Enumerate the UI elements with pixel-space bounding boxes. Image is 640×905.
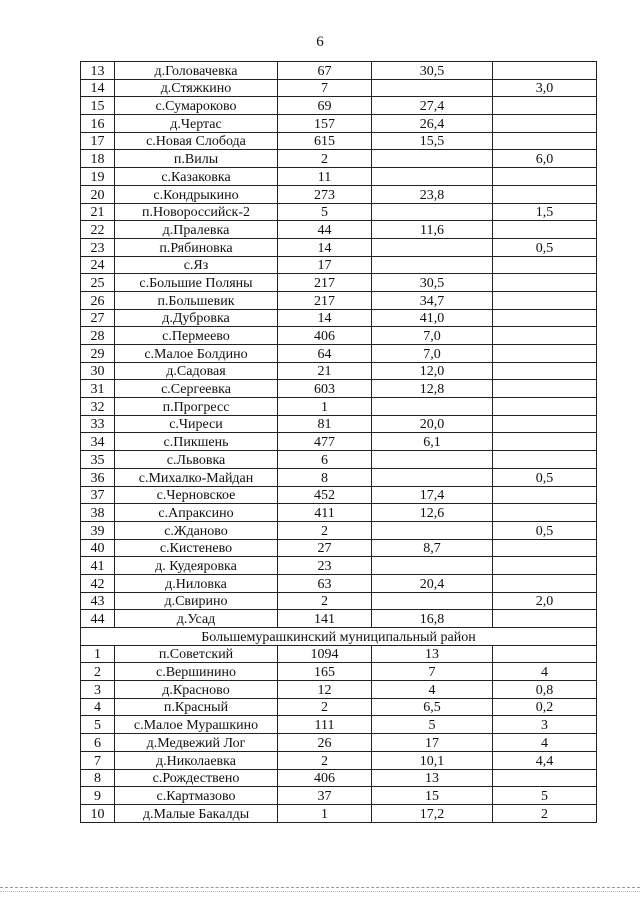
settlement-name-cell: д.Медвежий Лог [115, 734, 278, 752]
value-cell-1: 23,8 [372, 185, 493, 203]
table-row [81, 663, 597, 681]
settlement-name-cell: с.Картмазово [115, 787, 278, 805]
population-cell: 27 [278, 539, 372, 557]
population-cell: 23 [278, 557, 372, 575]
value-cell-1: 6,5 [372, 698, 493, 716]
settlement-name-cell: с.Яз [115, 256, 278, 274]
population-cell: 6 [278, 451, 372, 469]
table-row [81, 362, 597, 380]
settlement-name-cell: с.Львовка [115, 451, 278, 469]
value-cell-2 [493, 221, 597, 239]
value-cell-2: 4 [493, 663, 597, 681]
value-cell-2: 0,2 [493, 698, 597, 716]
row-number-cell: 4 [81, 698, 115, 716]
value-cell-1 [372, 398, 493, 416]
value-cell-1 [372, 168, 493, 186]
value-cell-1: 30,5 [372, 62, 493, 80]
row-number-cell: 18 [81, 150, 115, 168]
value-cell-2 [493, 415, 597, 433]
population-cell: 21 [278, 362, 372, 380]
value-cell-1 [372, 521, 493, 539]
population-cell: 14 [278, 309, 372, 327]
table-row [81, 557, 597, 575]
value-cell-1: 4 [372, 681, 493, 699]
table-row [81, 380, 597, 398]
row-number-cell: 43 [81, 592, 115, 610]
page-number: 6 [316, 34, 324, 50]
value-cell-2 [493, 504, 597, 522]
settlement-name-cell: п.Рябиновка [115, 238, 278, 256]
value-cell-2 [493, 256, 597, 274]
row-number-cell: 26 [81, 291, 115, 309]
value-cell-1: 17,2 [372, 804, 493, 822]
table-row [81, 539, 597, 557]
value-cell-2 [493, 62, 597, 80]
settlement-name-cell: п.Красный [115, 698, 278, 716]
settlement-name-cell: д.Стяжкино [115, 79, 278, 97]
row-number-cell: 8 [81, 769, 115, 787]
row-number-cell: 28 [81, 327, 115, 345]
value-cell-2 [493, 380, 597, 398]
population-cell: 81 [278, 415, 372, 433]
settlement-name-cell: с.Пикшень [115, 433, 278, 451]
value-cell-1: 13 [372, 645, 493, 663]
table-row [81, 79, 597, 97]
value-cell-2 [493, 645, 597, 663]
population-cell: 2 [278, 698, 372, 716]
value-cell-2 [493, 451, 597, 469]
table-row [81, 451, 597, 469]
population-cell: 2 [278, 592, 372, 610]
settlement-name-cell: с.Кистенево [115, 539, 278, 557]
value-cell-2 [493, 309, 597, 327]
table-row [81, 804, 597, 822]
population-cell: 63 [278, 574, 372, 592]
settlements-table-body [81, 62, 597, 823]
row-number-cell: 44 [81, 610, 115, 628]
settlement-name-cell: с.Рождествено [115, 769, 278, 787]
row-number-cell: 29 [81, 345, 115, 363]
table-row [81, 769, 597, 787]
value-cell-1 [372, 256, 493, 274]
population-cell: 477 [278, 433, 372, 451]
table-row [81, 698, 597, 716]
population-cell: 406 [278, 327, 372, 345]
row-number-cell: 3 [81, 681, 115, 699]
population-cell: 141 [278, 610, 372, 628]
population-cell: 406 [278, 769, 372, 787]
value-cell-1: 6,1 [372, 433, 493, 451]
settlement-name-cell: д.Малые Бакалды [115, 804, 278, 822]
row-number-cell: 10 [81, 804, 115, 822]
settlement-name-cell: с.Чиреси [115, 415, 278, 433]
population-cell: 7 [278, 79, 372, 97]
population-cell: 44 [278, 221, 372, 239]
row-number-cell: 19 [81, 168, 115, 186]
settlement-name-cell: с.Казаковка [115, 168, 278, 186]
value-cell-1 [372, 150, 493, 168]
table-row [81, 574, 597, 592]
settlement-name-cell: с.Михалко-Майдан [115, 468, 278, 486]
value-cell-1: 10,1 [372, 751, 493, 769]
settlement-name-cell: д.Ниловка [115, 574, 278, 592]
value-cell-1: 17 [372, 734, 493, 752]
table-row [81, 592, 597, 610]
row-number-cell: 40 [81, 539, 115, 557]
table-row [81, 150, 597, 168]
population-cell: 452 [278, 486, 372, 504]
row-number-cell: 6 [81, 734, 115, 752]
row-number-cell: 27 [81, 309, 115, 327]
value-cell-1: 12,0 [372, 362, 493, 380]
settlement-name-cell: с.Жданово [115, 521, 278, 539]
table-row [81, 681, 597, 699]
row-number-cell: 38 [81, 504, 115, 522]
row-number-cell: 22 [81, 221, 115, 239]
table-row [81, 751, 597, 769]
value-cell-1: 8,7 [372, 539, 493, 557]
value-cell-2: 4 [493, 734, 597, 752]
table-row [81, 345, 597, 363]
value-cell-1: 7,0 [372, 327, 493, 345]
value-cell-1: 15 [372, 787, 493, 805]
row-number-cell: 7 [81, 751, 115, 769]
population-cell: 69 [278, 97, 372, 115]
row-number-cell: 21 [81, 203, 115, 221]
value-cell-1: 20,0 [372, 415, 493, 433]
section-header-row [81, 628, 597, 646]
value-cell-1: 7 [372, 663, 493, 681]
population-cell: 1094 [278, 645, 372, 663]
population-cell: 17 [278, 256, 372, 274]
settlement-name-cell: д.Дубровка [115, 309, 278, 327]
population-cell: 157 [278, 115, 372, 133]
value-cell-2 [493, 97, 597, 115]
settlement-name-cell: п.Вилы [115, 150, 278, 168]
value-cell-1 [372, 203, 493, 221]
row-number-cell: 41 [81, 557, 115, 575]
table-row [81, 504, 597, 522]
value-cell-1: 12,8 [372, 380, 493, 398]
value-cell-2: 1,5 [493, 203, 597, 221]
settlement-name-cell: д.Пралевка [115, 221, 278, 239]
settlement-name-cell: с.Вершинино [115, 663, 278, 681]
value-cell-2 [493, 433, 597, 451]
table-row [81, 291, 597, 309]
value-cell-2: 0,5 [493, 521, 597, 539]
row-number-cell: 31 [81, 380, 115, 398]
settlement-name-cell: с.Сергеевка [115, 380, 278, 398]
table-row [81, 734, 597, 752]
row-number-cell: 20 [81, 185, 115, 203]
value-cell-1 [372, 557, 493, 575]
value-cell-2 [493, 362, 597, 380]
row-number-cell: 24 [81, 256, 115, 274]
value-cell-1: 27,4 [372, 97, 493, 115]
row-number-cell: 25 [81, 274, 115, 292]
row-number-cell: 34 [81, 433, 115, 451]
population-cell: 8 [278, 468, 372, 486]
row-number-cell: 17 [81, 132, 115, 150]
value-cell-2 [493, 769, 597, 787]
table-row [81, 309, 597, 327]
settlement-name-cell: д.Садовая [115, 362, 278, 380]
table-row [81, 62, 597, 80]
value-cell-2: 2,0 [493, 592, 597, 610]
table-row [81, 645, 597, 663]
settlement-name-cell: с.Малое Болдино [115, 345, 278, 363]
row-number-cell: 16 [81, 115, 115, 133]
value-cell-2 [493, 115, 597, 133]
value-cell-2: 4,4 [493, 751, 597, 769]
value-cell-2 [493, 185, 597, 203]
population-cell: 111 [278, 716, 372, 734]
row-number-cell: 39 [81, 521, 115, 539]
value-cell-1: 13 [372, 769, 493, 787]
table-row [81, 610, 597, 628]
settlement-name-cell: д.Головачевка [115, 62, 278, 80]
settlement-name-cell: д.Николаевка [115, 751, 278, 769]
value-cell-2 [493, 327, 597, 345]
population-cell: 14 [278, 238, 372, 256]
settlement-name-cell: с.Новая Слобода [115, 132, 278, 150]
value-cell-1: 17,4 [372, 486, 493, 504]
population-cell: 64 [278, 345, 372, 363]
value-cell-1: 41,0 [372, 309, 493, 327]
value-cell-2: 2 [493, 804, 597, 822]
population-cell: 37 [278, 787, 372, 805]
population-cell: 26 [278, 734, 372, 752]
row-number-cell: 15 [81, 97, 115, 115]
value-cell-1: 11,6 [372, 221, 493, 239]
settlement-name-cell: с.Большие Поляны [115, 274, 278, 292]
value-cell-2: 0,5 [493, 468, 597, 486]
population-cell: 12 [278, 681, 372, 699]
table-row [81, 115, 597, 133]
settlement-name-cell: д.Свирино [115, 592, 278, 610]
settlement-name-cell: с.Апраксино [115, 504, 278, 522]
table-row [81, 415, 597, 433]
value-cell-2: 0,8 [493, 681, 597, 699]
value-cell-2 [493, 574, 597, 592]
value-cell-2 [493, 291, 597, 309]
row-number-cell: 36 [81, 468, 115, 486]
row-number-cell: 9 [81, 787, 115, 805]
value-cell-2 [493, 557, 597, 575]
settlement-name-cell: с.Сумароково [115, 97, 278, 115]
value-cell-1: 30,5 [372, 274, 493, 292]
table-row [81, 274, 597, 292]
settlement-name-cell: д.Усад [115, 610, 278, 628]
table-row [81, 168, 597, 186]
population-cell: 165 [278, 663, 372, 681]
population-cell: 5 [278, 203, 372, 221]
population-cell: 615 [278, 132, 372, 150]
value-cell-2: 3,0 [493, 79, 597, 97]
row-number-cell: 2 [81, 663, 115, 681]
value-cell-2: 3 [493, 716, 597, 734]
table-row [81, 787, 597, 805]
table-row [81, 433, 597, 451]
population-cell: 2 [278, 150, 372, 168]
settlement-name-cell: с.Черновское [115, 486, 278, 504]
settlement-name-cell: с.Малое Мурашкино [115, 716, 278, 734]
population-cell: 11 [278, 168, 372, 186]
value-cell-2: 0,5 [493, 238, 597, 256]
settlement-name-cell: п.Советский [115, 645, 278, 663]
row-number-cell: 37 [81, 486, 115, 504]
table-row [81, 486, 597, 504]
value-cell-1: 15,5 [372, 132, 493, 150]
settlements-table [80, 61, 597, 823]
settlement-name-cell: п.Новороссийск-2 [115, 203, 278, 221]
value-cell-2: 6,0 [493, 150, 597, 168]
population-cell: 2 [278, 751, 372, 769]
table-row [81, 238, 597, 256]
row-number-cell: 42 [81, 574, 115, 592]
row-number-cell: 35 [81, 451, 115, 469]
settlement-name-cell: п.Большевик [115, 291, 278, 309]
table-row [81, 97, 597, 115]
row-number-cell: 32 [81, 398, 115, 416]
population-cell: 67 [278, 62, 372, 80]
table-row [81, 716, 597, 734]
population-cell: 1 [278, 398, 372, 416]
settlement-name-cell: с.Пермеево [115, 327, 278, 345]
value-cell-2 [493, 398, 597, 416]
population-cell: 217 [278, 274, 372, 292]
table-row [81, 468, 597, 486]
value-cell-2 [493, 610, 597, 628]
value-cell-2 [493, 168, 597, 186]
value-cell-2 [493, 486, 597, 504]
table-row [81, 203, 597, 221]
value-cell-2 [493, 345, 597, 363]
value-cell-1: 7,0 [372, 345, 493, 363]
table-row [81, 221, 597, 239]
settlement-name-cell: д. Кудеяровка [115, 557, 278, 575]
settlement-name-cell: д.Красново [115, 681, 278, 699]
value-cell-2 [493, 132, 597, 150]
scan-artifact-line [0, 891, 640, 893]
table-row [81, 327, 597, 345]
row-number-cell: 30 [81, 362, 115, 380]
table-row [81, 256, 597, 274]
value-cell-1: 34,7 [372, 291, 493, 309]
row-number-cell: 13 [81, 62, 115, 80]
scan-artifact-line [0, 887, 640, 889]
settlement-name-cell: п.Прогресс [115, 398, 278, 416]
table-row [81, 132, 597, 150]
population-cell: 273 [278, 185, 372, 203]
value-cell-1: 20,4 [372, 574, 493, 592]
value-cell-1 [372, 451, 493, 469]
table-row [81, 398, 597, 416]
value-cell-1: 5 [372, 716, 493, 734]
value-cell-1 [372, 468, 493, 486]
population-cell: 411 [278, 504, 372, 522]
settlement-name-cell: д.Чертас [115, 115, 278, 133]
population-cell: 1 [278, 804, 372, 822]
table-row [81, 185, 597, 203]
population-cell: 2 [278, 521, 372, 539]
value-cell-2: 5 [493, 787, 597, 805]
value-cell-1 [372, 238, 493, 256]
value-cell-1: 16,8 [372, 610, 493, 628]
value-cell-1 [372, 79, 493, 97]
population-cell: 217 [278, 291, 372, 309]
row-number-cell: 1 [81, 645, 115, 663]
row-number-cell: 5 [81, 716, 115, 734]
section-title: Большемурашкинский муниципальный район [81, 628, 597, 646]
row-number-cell: 23 [81, 238, 115, 256]
value-cell-1: 26,4 [372, 115, 493, 133]
population-cell: 603 [278, 380, 372, 398]
value-cell-2 [493, 539, 597, 557]
value-cell-1: 12,6 [372, 504, 493, 522]
settlement-name-cell: с.Кондрыкино [115, 185, 278, 203]
value-cell-1 [372, 592, 493, 610]
row-number-cell: 14 [81, 79, 115, 97]
value-cell-2 [493, 274, 597, 292]
row-number-cell: 33 [81, 415, 115, 433]
table-row [81, 521, 597, 539]
